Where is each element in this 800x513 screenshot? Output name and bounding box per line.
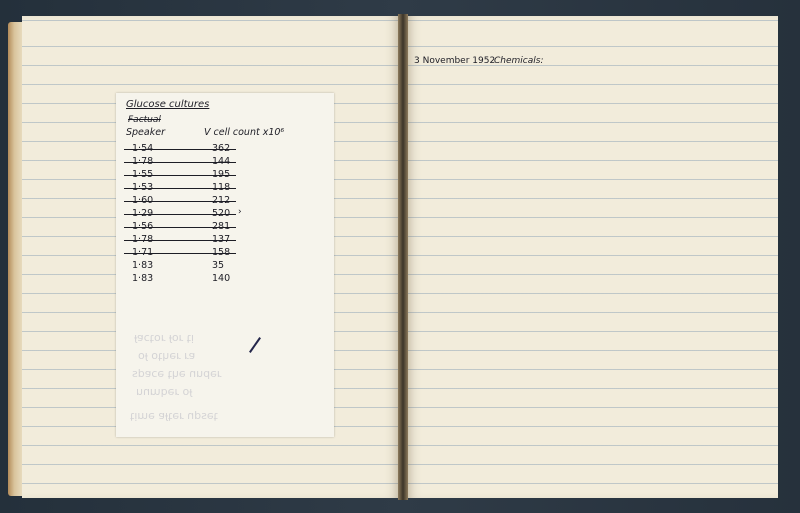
bleed-through-text: ᴉʇ ɹoɟ ɹoʇɔɐɟ	[134, 331, 195, 344]
pasted-data-card	[116, 93, 334, 437]
strikethrough-line	[124, 149, 236, 150]
entry-date: 3 November 1952	[414, 56, 496, 66]
data-row	[116, 247, 334, 260]
strikethrough-line	[124, 201, 236, 202]
data-row	[116, 260, 334, 273]
speaker-value: 1·83	[132, 273, 154, 284]
bleed-through-text: ɹǝpun ǝɥʇ ǝɔɐds	[132, 367, 222, 380]
column-header-b: V cell count x10⁶	[204, 127, 285, 138]
strikethrough-line	[124, 253, 236, 254]
data-row	[116, 156, 334, 169]
strikethrough-line	[124, 162, 236, 163]
bleed-through-text: ɐɹ ɹǝɥʇo ɟo	[138, 349, 196, 362]
data-row	[116, 234, 334, 247]
speaker-value: 1·83	[132, 260, 154, 271]
strikethrough-line	[124, 175, 236, 176]
data-row	[116, 273, 334, 286]
data-row	[116, 221, 334, 234]
data-row	[116, 208, 334, 221]
entry-heading: Chemicals:	[494, 56, 544, 66]
tick-mark: ›	[238, 207, 242, 217]
card-struck-heading: Factual	[128, 115, 161, 125]
column-header-a: Speaker	[126, 127, 165, 138]
cell-count-value: 35	[212, 260, 225, 271]
page-edge-marks	[12, 110, 18, 320]
strikethrough-line	[124, 227, 236, 228]
strikethrough-line	[124, 188, 236, 189]
data-row	[116, 182, 334, 195]
data-row	[116, 169, 334, 182]
data-row	[116, 143, 334, 156]
book-gutter	[398, 14, 408, 500]
right-page	[406, 16, 778, 498]
strikethrough-line	[124, 240, 236, 241]
bleed-through-text: ɟo ɹǝqɯnu	[136, 385, 193, 398]
strikethrough-line	[124, 214, 236, 215]
bleed-through-text: ʇǝsdn ɹǝʇɟɐ ǝɯᴉʇ	[130, 409, 218, 422]
card-title: Glucose cultures	[126, 99, 210, 110]
data-row	[116, 195, 334, 208]
cell-count-value: 140	[212, 273, 231, 284]
